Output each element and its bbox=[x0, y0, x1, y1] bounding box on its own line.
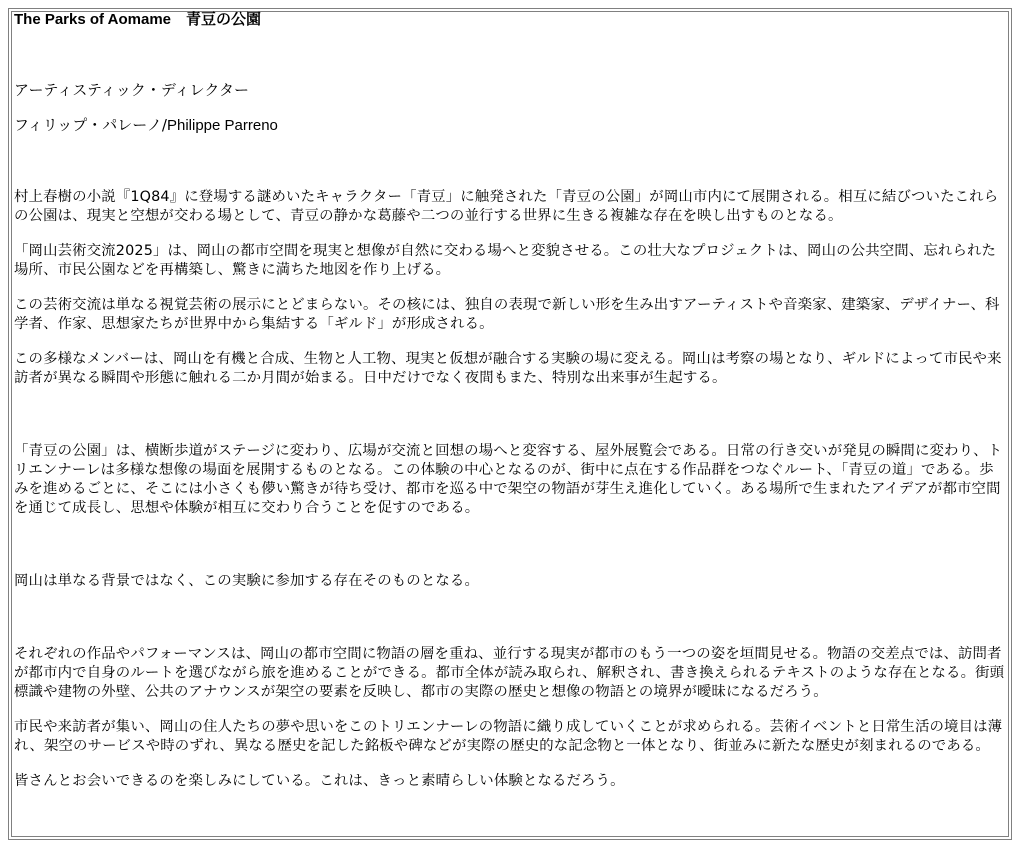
page-title: The Parks of Aomame 青豆の公園 bbox=[14, 11, 261, 28]
artist-name-jp: フィリップ・パレーノ/ bbox=[14, 116, 167, 134]
artist-name bbox=[14, 116, 1008, 135]
paragraph-4: この多様なメンバーは、岡山を有機と合成、生物と人工物、現実と仮想が融合する実験の場に変える。岡山は考察の場となり、ギルドによって市民や来訪者が異なる瞬間や形態に触れる二か月間が始まる。日中だけでなく夜間もまた、特別な出来事が生起する。 bbox=[14, 351, 1002, 386]
paragraph-9: 皆さんとお会いできるのを楽しみにしている。これは、きっと素晴らしい体験となるだろう。 bbox=[14, 773, 625, 789]
paragraph-1: 村上春樹の小説『1Q84』に登場する謎めいたキャラクター「青豆」に触発された「青豆の公園」が岡山市内にて展開される。相互に結びついたこれらの公園は、現実と空想が交わる場として、青豆の静かな葛藤や二つの並行する世界に生きる複雑な存在を映し出すものとなる。 bbox=[14, 189, 999, 224]
paragraph-2: 「岡山芸術交流2025」は、岡山の都市空間を現実と想像が自然に交わる場へと変貌させる。この壮大なプロジェクトは、岡山の公共空間、忘れられた場所、市民公園などを再構築し、驚きに満ちた地図を作り上げる。 bbox=[14, 243, 997, 278]
director-role-label: アーティスティック・ディレクター bbox=[14, 81, 250, 99]
paragraph-5: 「青豆の公園」は、横断歩道がステージに変わり、広場が交流と回想の場へと変容する、屋外展覧会である。日常の行き交いが発見の瞬間に変わり、トリエンナーレは多様な想像の場面を展開するものとなる。この体験の中心となるのが、街中に点在する作品群をつなぐルート、「青豆の道」である。歩みを進めるごとに、そこには小さくも儚い驚きが待ち受け、都市を巡る中で架空の物語が芽生え進化していく。ある場所で生まれたアイデアが都市空間を通じて成長し、思想や体験が相互に交わり合うことを促すのである。 bbox=[14, 443, 1003, 516]
paragraph-6: 岡山は単なる背景ではなく、この実験に参加する存在そのものとなる。 bbox=[14, 573, 480, 589]
paragraph-7: それぞれの作品やパフォーマンスは、岡山の都市空間に物語の層を重ね、並行する現実が都市のもう一つの姿を垣間見せる。物語の交差点では、訪問者が都市内で自身のルートを選びながら旅を進めることができる。都市全体が読み取られ、解釈され、書き換えられるテキストのような存在となる。街頭標識や建物の外壁、公共のアナウンスが架空の要素を反映し、都市の実際の歴史と想像の物語との境界が曖昧になるだろう。 bbox=[14, 646, 1005, 700]
paragraph-8: 市民や来訪者が集い、岡山の住人たちの夢や思いをこのトリエンナーレの物語に織り成していくことが求められる。芸術イベントと日常生活の境目は薄れ、架空のサービスや時のずれ、異なる歴史を記した銘板や碑などが実際の歴史的な記念物と一体となり、街並みに新たな歴史が刻まれるのである。 bbox=[14, 719, 1003, 754]
document-body bbox=[14, 10, 1008, 791]
paragraph-3: この芸術交流は単なる視覚芸術の展示にとどまらない。その核には、独自の表現で新しい形を生み出すアーティストや音楽家、建築家、デザイナー、科学者、作家、思想家たちが世界中から集結する「ギルド」が形成される。 bbox=[14, 297, 1000, 332]
artist-name-en: Philippe Parreno bbox=[166, 117, 278, 134]
